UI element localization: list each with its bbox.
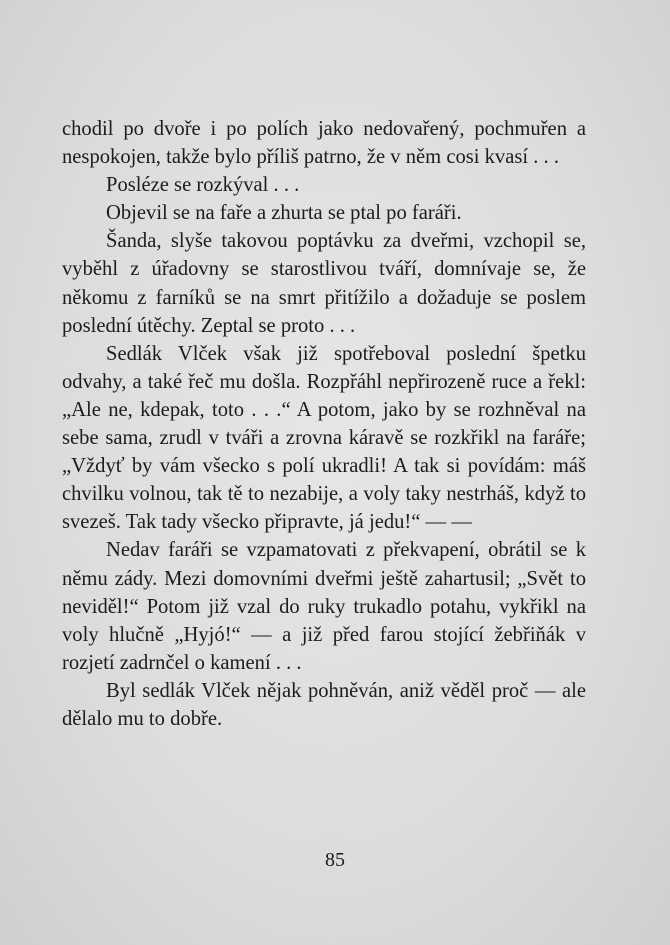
paragraph-2: Posléze se rozkýval . . . [106, 174, 300, 197]
body-text [62, 115, 586, 733]
paragraph-7: Byl sedlák Vlček nějak pohněván, aniž věděl proč — ale dělalo mu to dobře. [62, 679, 586, 730]
paragraph-1: chodil po dvoře i po polích jako nedovařený, pochmuřen a nespokojen, takže bylo příliš patrno, že v něm cosi kvasí . . . [62, 118, 586, 169]
page-number: 85 [325, 849, 345, 871]
paragraph-4: Šanda, slyše takovou poptávku za dveřmi, vzchopil se, vyběhl z úřadovny se starostlivou tváří, domnívaje se, že někomu z farníků se na smrt přitížilo a dožaduje se poslem poslední útěchy. Zeptal se proto . . . [62, 230, 586, 337]
paragraph-3: Objevil se na faře a zhurta se ptal po faráři. [106, 202, 462, 225]
paragraph-6: Nedav faráři se vzpamatovati z překvapení, obrátil se k němu zády. Mezi domovními dveřmi ještě zahartusil; „Svět to neviděl!“ Potom již vzal do ruky trukadlo potahu, vykřikl na voly hlučně „Hyjó!“ — a již před farou stojící žebřiňák v rozjetí zadrnčel o kamení . . . [62, 539, 586, 674]
paragraph-5: Sedlák Vlček však již spotřeboval poslední špetku odvahy, a také řeč mu došla. Rozpřáhl nepřirozeně ruce a řekl: „Ale ne, kdepak, toto . . .“ A potom, jako by se rozhněval na sebe sama, zrudl v tváři a zrovna káravě se rozkřikl na faráře; „Vždyť by vám všecko s polí ukradli! A tak si povídám: máš chvilku volnou, tak tě to nezabije, a voly taky nestrháš, když to svezeš. Tak tady všecko připravte, já jedu!“ — — [62, 342, 586, 534]
